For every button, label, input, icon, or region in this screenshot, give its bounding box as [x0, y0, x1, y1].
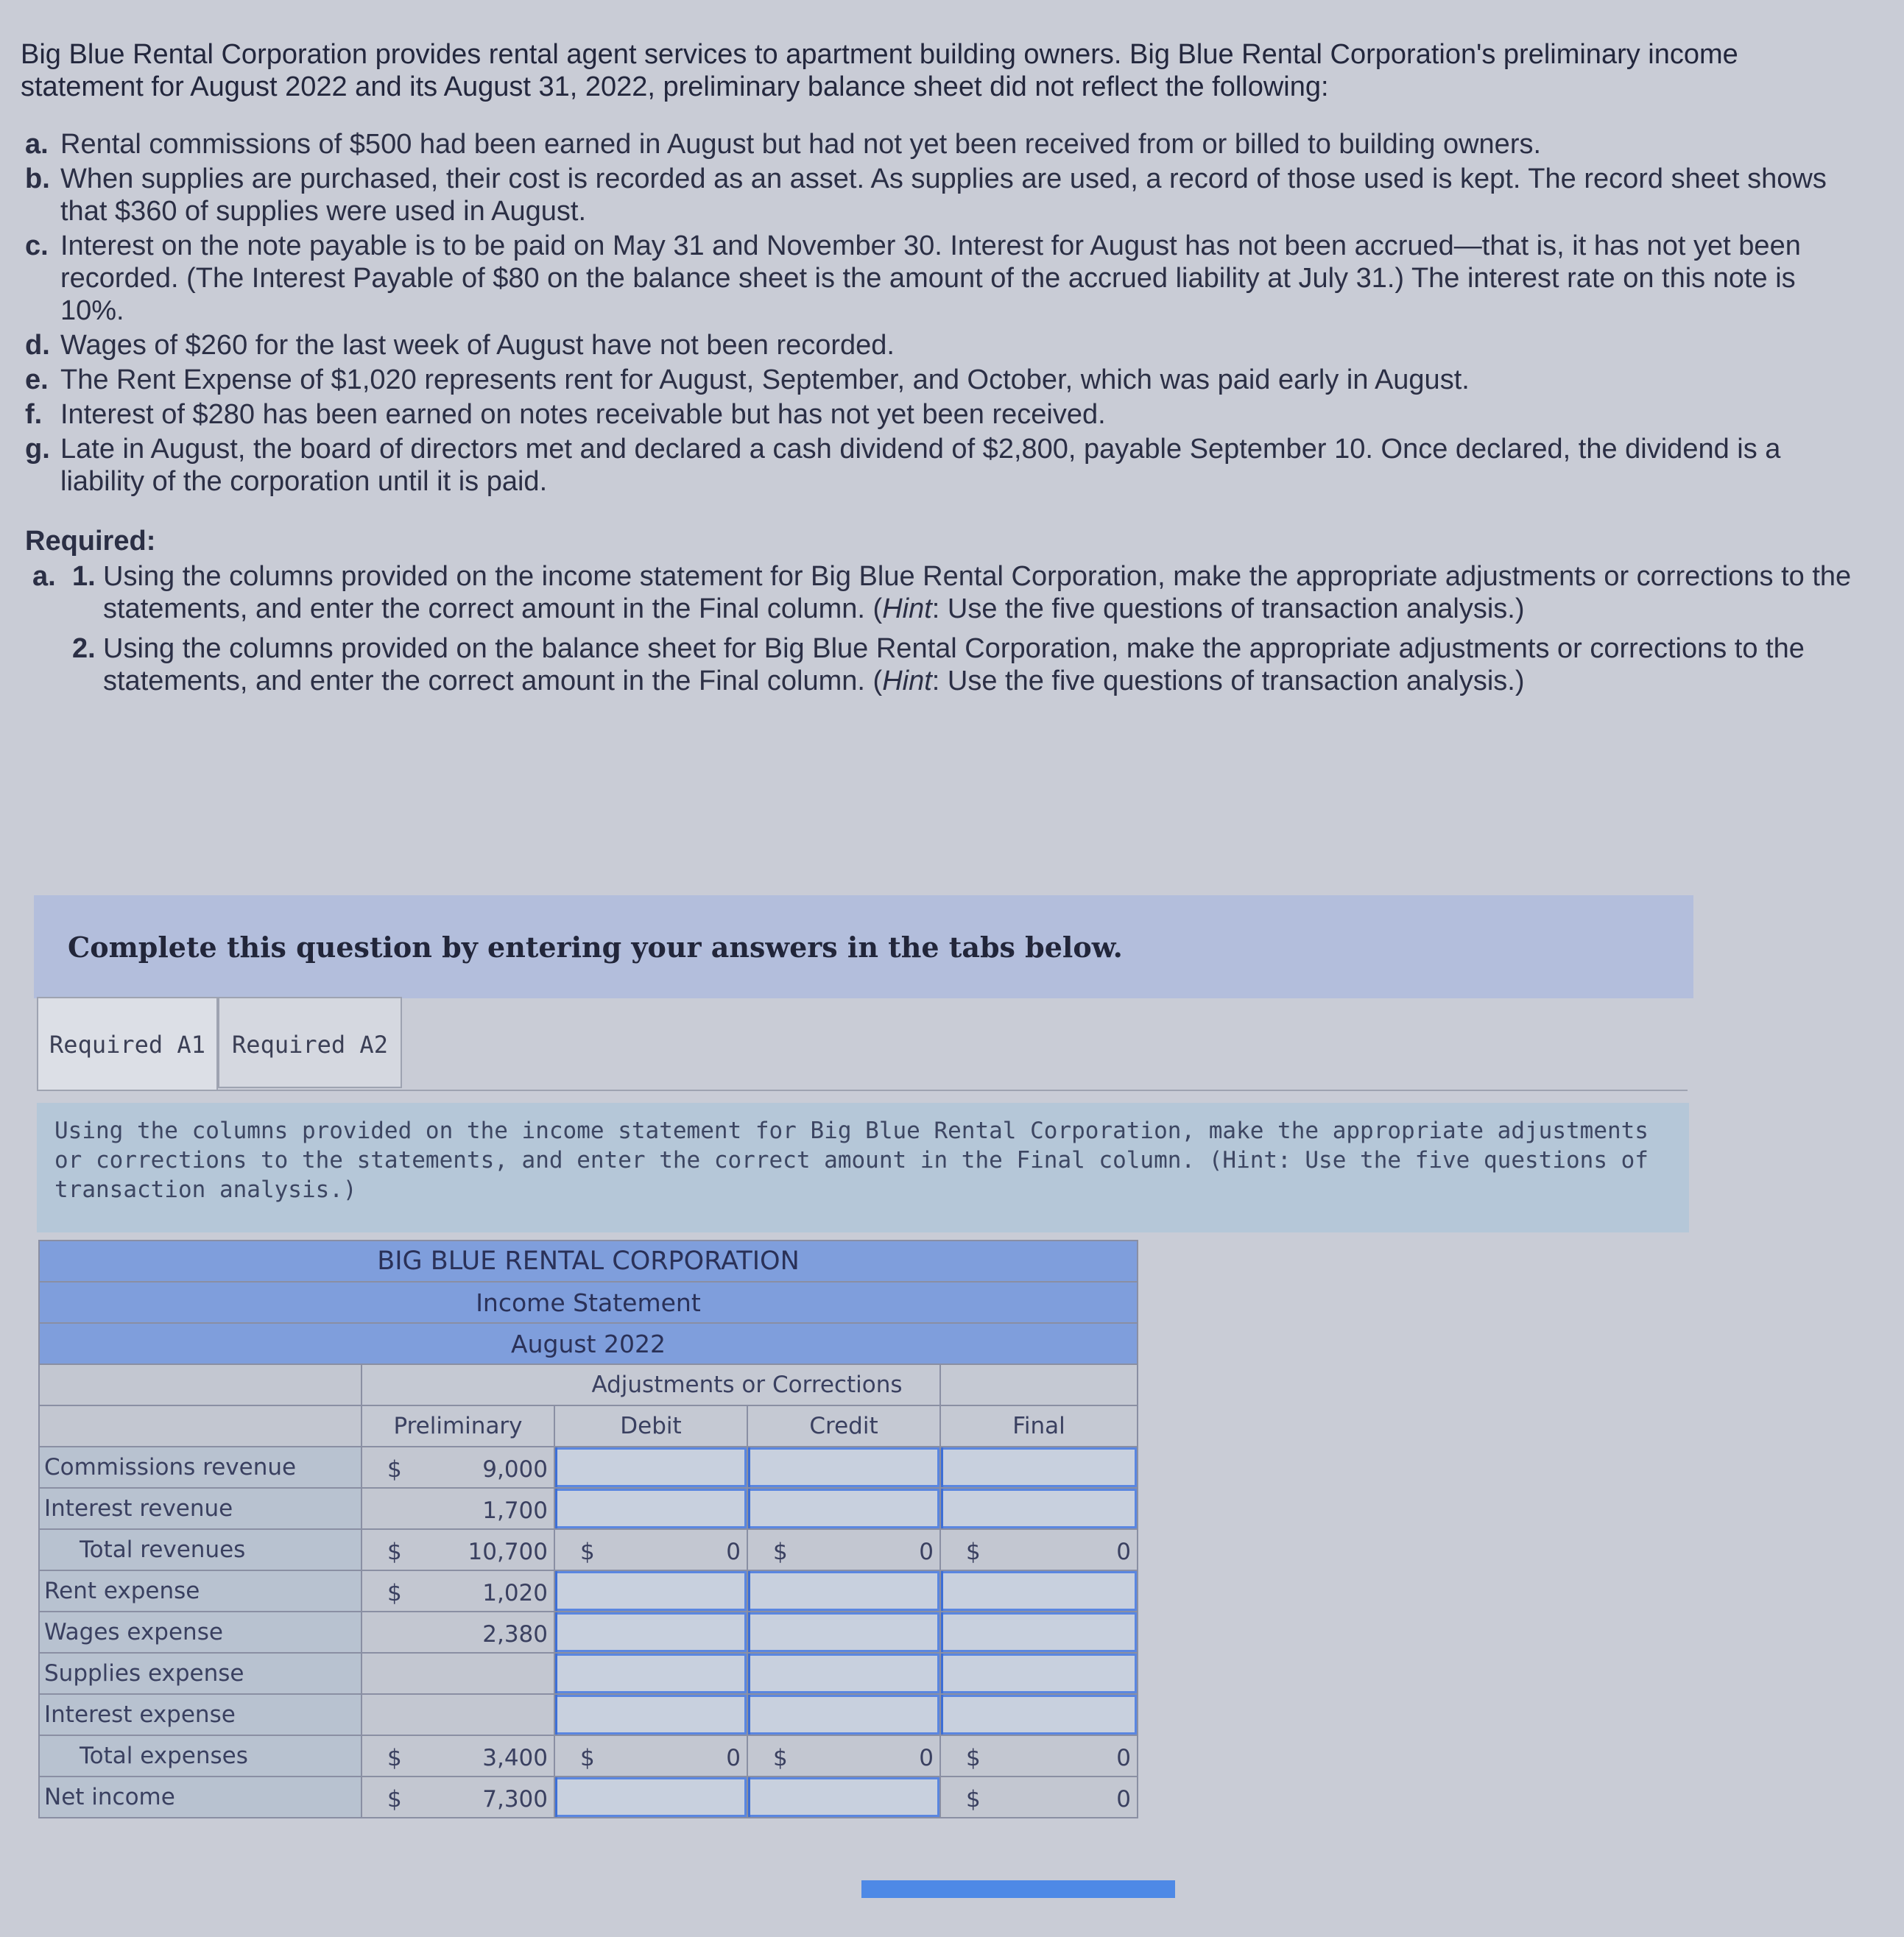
final-input[interactable] [940, 1694, 1138, 1735]
tab-instructions [37, 1103, 1689, 1232]
prelim-value: $ 7,300 [362, 1777, 554, 1818]
tab-required-a2[interactable]: Required A2 [218, 997, 402, 1088]
row-label: Net income [39, 1777, 362, 1818]
credit-input[interactable] [747, 1777, 940, 1818]
table-row [39, 1529, 1138, 1570]
final-input[interactable] [940, 1570, 1138, 1612]
table-row [39, 1653, 1138, 1694]
required-item-1: a. 1. Using the columns provided on the income statement for Big Blue Rental Corporation, make the appropriate adjustments or corrections to the statements, and enter the correct amount in the Final column. (Hint: Use the five questions of transaction analysis.) [32, 561, 1852, 624]
row-label: Total revenues [39, 1529, 362, 1570]
problem-item: c. Interest on the note payable is to be paid on May 31 and November 30. Interest for August has not been accrued—that is, it has not yet been recorded. (The Interest Payable of $80 on the balance sheet is the amount of the accrued liability at July 31.) The interest rate on this note is 10%. [25, 230, 1801, 326]
table-row [39, 1488, 1138, 1529]
problem-text [21, 38, 1861, 705]
banner-text: Complete this question by entering your answers in the tabs below. [68, 931, 1123, 964]
credit-input[interactable] [747, 1488, 940, 1529]
col-final: Final [940, 1405, 1138, 1447]
adjustments-header: Adjustments or Corrections [554, 1364, 940, 1405]
debit-total: $ 0 [554, 1529, 747, 1570]
credit-total: $ 0 [747, 1735, 940, 1777]
row-label: Interest expense [39, 1694, 362, 1735]
table-row [39, 1777, 1138, 1818]
prelim-value: $ 3,400 [362, 1735, 554, 1777]
header-blank [940, 1364, 1138, 1405]
instructions-text: Using the columns provided on the income statement for Big Blue Rental Corporation, make the appropriate adjustments or corrections to the statements, and enter the correct amount in the Final column. (Hint: Use the five questions of transaction analysis.) [54, 1118, 1649, 1203]
row-label: Commissions revenue [39, 1447, 362, 1488]
row-label: Total expenses [39, 1735, 362, 1777]
final-total: $ 0 [940, 1735, 1138, 1777]
header-blank [39, 1364, 362, 1405]
credit-input[interactable] [747, 1653, 940, 1694]
problem-intro: Big Blue Rental Corporation provides rental agent services to apartment building owners. Big Blue Rental Corporation's preliminary income statement for August 2022 and its August 31, 2022, preliminary balance sheet did not reflect the following: [21, 39, 1738, 102]
debit-input[interactable] [554, 1777, 747, 1818]
row-label: Wages expense [39, 1612, 362, 1653]
income-statement-table [38, 1240, 1138, 1818]
problem-item: d. Wages of $260 for the last week of August have not been recorded. [25, 330, 895, 361]
required-item-2: 2. Using the columns provided on the balance sheet for Big Blue Rental Corporation, make the appropriate adjustments or corrections to the statements, and enter the correct amount in the Final column. (Hint: Use the five questions of transaction analysis.) [72, 633, 1805, 696]
header-blank [362, 1364, 554, 1405]
final-total: $ 0 [940, 1777, 1138, 1818]
prelim-value: $ 9,000 [362, 1447, 554, 1488]
debit-input[interactable] [554, 1653, 747, 1694]
col-credit: Credit [747, 1405, 940, 1447]
scroll-indicator[interactable] [861, 1880, 1175, 1898]
prelim-value: 2,380 [362, 1612, 554, 1653]
debit-total: $ 0 [554, 1735, 747, 1777]
problem-item: a. Rental commissions of $500 had been earned in August but had not yet been received from or billed to building owners. [25, 129, 1542, 160]
credit-input[interactable] [747, 1447, 940, 1488]
problem-item: f. Interest of $280 has been earned on notes receivable but has not yet been received. [25, 399, 1106, 430]
final-total: $ 0 [940, 1529, 1138, 1570]
table-row [39, 1570, 1138, 1612]
table-row [39, 1612, 1138, 1653]
debit-input[interactable] [554, 1570, 747, 1612]
credit-input[interactable] [747, 1570, 940, 1612]
debit-input[interactable] [554, 1447, 747, 1488]
credit-input[interactable] [747, 1694, 940, 1735]
problem-items [21, 128, 1861, 498]
statement-period: August 2022 [39, 1323, 1138, 1364]
col-preliminary: Preliminary [362, 1405, 554, 1447]
row-label: Supplies expense [39, 1653, 362, 1694]
prelim-value [362, 1653, 554, 1694]
instruction-banner [34, 895, 1693, 998]
required-title: Required: [25, 526, 156, 557]
debit-input[interactable] [554, 1488, 747, 1529]
final-input[interactable] [940, 1612, 1138, 1653]
company-name: BIG BLUE RENTAL CORPORATION [39, 1241, 1138, 1282]
tab-required-a1[interactable]: Required A1 [37, 997, 218, 1091]
prelim-value [362, 1694, 554, 1735]
final-input[interactable] [940, 1653, 1138, 1694]
problem-item: e. The Rent Expense of $1,020 represents rent for August, September, and October, which was paid early in August. [25, 364, 1470, 395]
final-input[interactable] [940, 1447, 1138, 1488]
table-row [39, 1694, 1138, 1735]
credit-total: $ 0 [747, 1529, 940, 1570]
final-input[interactable] [940, 1488, 1138, 1529]
debit-input[interactable] [554, 1694, 747, 1735]
debit-input[interactable] [554, 1612, 747, 1653]
prelim-value: $ 1,020 [362, 1570, 554, 1612]
row-label: Interest revenue [39, 1488, 362, 1529]
header-blank [39, 1405, 362, 1447]
prelim-value: $ 10,700 [362, 1529, 554, 1570]
problem-item: b. When supplies are purchased, their cost is recorded as an asset. As supplies are used, a record of those used is kept. The record sheet shows that $360 of supplies were used in August. [25, 163, 1827, 227]
row-label: Rent expense [39, 1570, 362, 1612]
statement-title: Income Statement [39, 1282, 1138, 1323]
table-row [39, 1447, 1138, 1488]
table-row [39, 1735, 1138, 1777]
col-debit: Debit [554, 1405, 747, 1447]
prelim-value: 1,700 [362, 1488, 554, 1529]
problem-item: g. Late in August, the board of directors met and declared a cash dividend of $2,800, payable September 10. Once declared, the dividend is a liability of the corporation until it is paid. [25, 434, 1781, 497]
credit-input[interactable] [747, 1612, 940, 1653]
tab-divider [37, 1090, 1688, 1091]
